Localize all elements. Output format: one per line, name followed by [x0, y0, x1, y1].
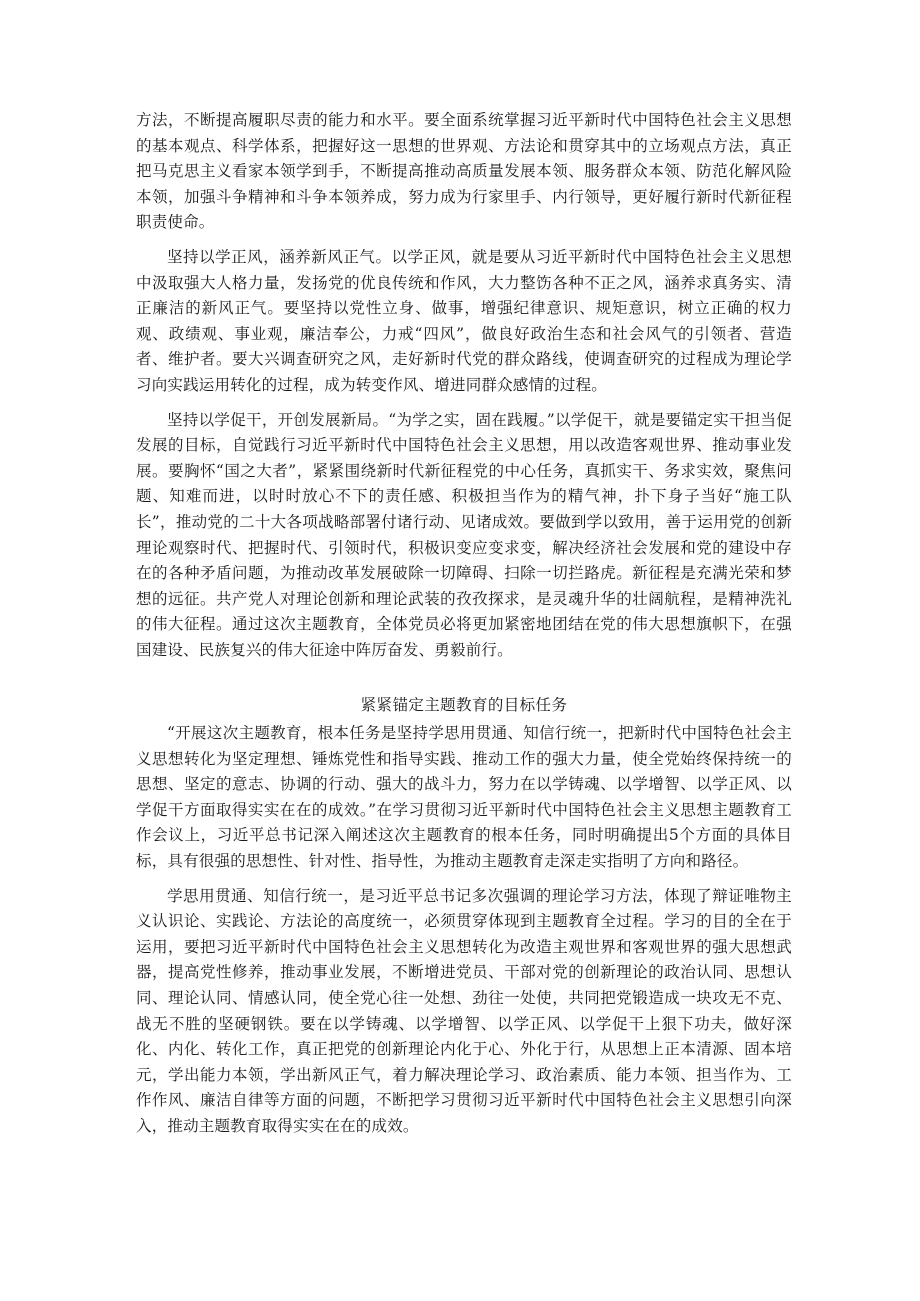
- paragraph-rectify-style: 坚持以学正风，涵养新风正气。以学正风，就是要从习近平新时代中国特色社会主义思想中汲取强大人格力量，发扬党的优良传统和作风，大力整饬各种不正之风，涵养求真务实、清正廉洁的新风正气。要坚持以党性立身、做事，增强纪律意识、规矩意识，树立正确的权力观、政绩观、事业观，廉洁奉公，力戒“四风”，做良好政治生态和社会风气的引领者、营造者、维护者。要大兴调查研究之风，走好新时代党的群众路线，使调查研究的过程成为理论学习向实践运用转化的过程，成为转变作风、增进同群众感情的过程。: [136, 247, 792, 394]
- section-heading: 紧紧锚定主题教育的目标任务: [360, 696, 568, 715]
- document-body: [136, 108, 792, 1140]
- paragraph-promote-work: 坚持以学促干，开创发展新局。“为学之实，固在践履。”以学促干，就是要锚定实干担当促发展的目标，自觉践行习近平新时代中国特色社会主义思想，用以改造客观世界、推动事业发展。要胸怀“国之大者”，紧紧围绕新时代新征程党的中心任务，真抓实干、务求实效，聚焦问题、知难而进，以时时放心不下的责任感、积极担当作为的精气神，扑下身子当好“施工队长”，推动党的二十大各项战略部署付诸行动、见诸成效。要做到学以致用，善于运用党的创新理论观察时代、把握时代、引领时代，积极识变应变求变，解决经济社会发展和党的建设中存在的各种矛盾问题，为推动改革发展破除一切障碍、扫除一切拦路虎。新征程是充满光荣和梦想的远征。共产党人对理论创新和理论武装的孜孜探求，是灵魂升华的壮阔航程，是精神洗礼的伟大征程。通过这次主题教育，全体党员必将更加紧密地团结在党的伟大思想旗帜下，在强国建设、民族复兴的伟大征途中阵厉奋发、勇毅前行。: [136, 410, 792, 659]
- paragraph-fundamental-task: “开展这次主题教育，根本任务是坚持学思用贯通、知信行统一，把新时代中国特色社会主义思想转化为坚定理想、锤炼党性和指导实践、推动工作的强大力量，使全党始终保持统一的思想、坚定的意志、协调的行动、强大的战斗力，努力在以学铸魂、以学增智、以学正风、以学促干方面取得实实在在的成效。”在学习贯彻习近平新时代中国特色社会主义思想主题教育工作会议上，习近平总书记深入阐述这次主题教育的根本任务，同时明确提出5个方面的具体目标，具有很强的思想性、针对性、指导性，为推动主题教育走深走实指明了方向和路径。: [136, 724, 792, 871]
- paragraph-continuation: 方法，不断提高履职尽责的能力和水平。要全面系统掌握习近平新时代中国特色社会主义思想的基本观点、科学体系，把握好这一思想的世界观、方法论和贯穿其中的立场观点方法，真正把马克思主义看家本领学到手，不断提高推动高质量发展本领、服务群众本领、防范化解风险本领，加强斗争精神和斗争本领养成，努力成为行家里手、内行领导，更好履行新时代新征程职责使命。: [136, 111, 792, 232]
- paragraph-learning-method: 学思用贯通、知信行统一，是习近平总书记多次强调的理论学习方法，体现了辩证唯物主义认识论、实践论、方法论的高度统一，必须贯穿体现到主题教育全过程。学习的目的全在于运用，要把习近平新时代中国特色社会主义思想转化为改造主观世界和客观世界的强大思想武器，提高党性修养，推动事业发展，不断增进党员、干部对党的创新理论的政治认同、思想认同、理论认同、情感认同，使全党心往一处想、劲往一处使，共同把党锻造成一块攻无不克、战无不胜的坚硬钢铁。要在以学铸魂、以学增智、以学正风、以学促干上狠下功夫，做好深化、内化、转化工作，真正把党的创新理论内化于心、外化于行，从思想上正本清源、固本培元，学出能力本领，学出新风正气，着力解决理论学习、政治素质、能力本领、担当作为、工作作风、廉洁自律等方面的问题，不断把学习贯彻习近平新时代中国特色社会主义思想引向深入，推动主题教育取得实实在在的成效。: [136, 886, 792, 1135]
